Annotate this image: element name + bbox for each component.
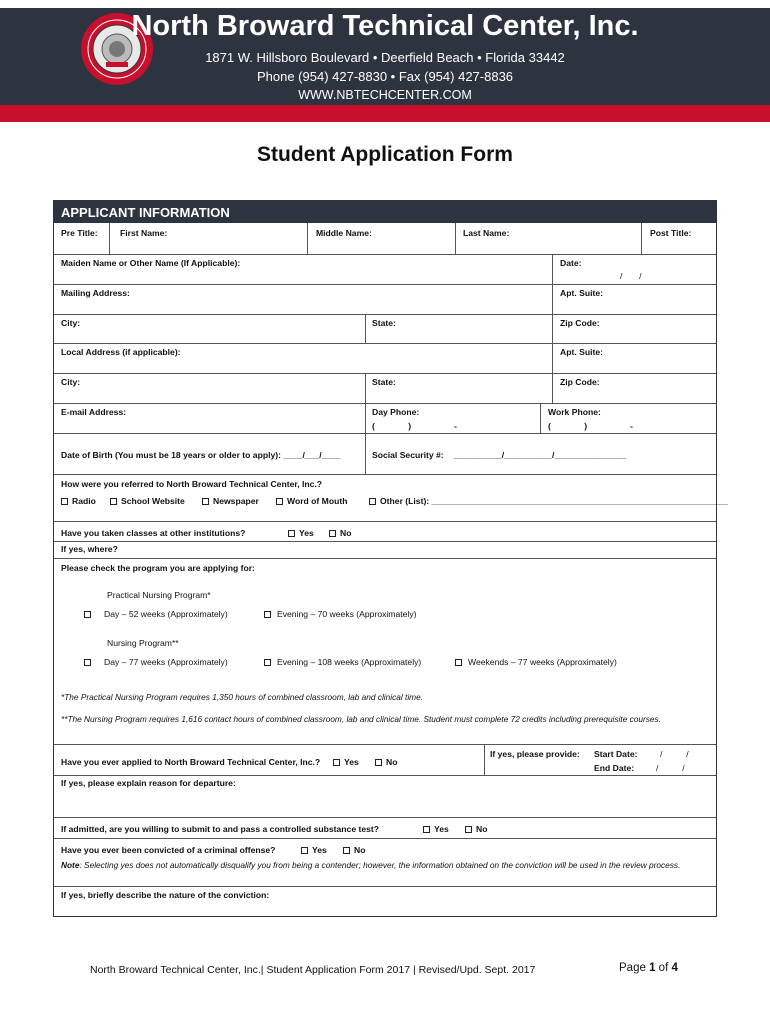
local-address-label: Local Address (if applicable): xyxy=(61,347,181,357)
maiden-name-label: Maiden Name or Other Name (If Applicable): xyxy=(61,258,241,268)
org-name: North Broward Technical Center, Inc. xyxy=(131,10,639,42)
classes-yes-option[interactable]: Yes xyxy=(288,528,314,538)
application-form xyxy=(53,200,728,917)
checkbox-icon[interactable] xyxy=(288,530,295,537)
divider xyxy=(365,403,366,433)
practical-nursing-title: Practical Nursing Program* xyxy=(107,590,211,600)
divider xyxy=(307,223,308,254)
divider xyxy=(109,223,110,254)
checkbox-icon[interactable] xyxy=(343,847,350,854)
divider xyxy=(540,403,541,433)
drug-test-question: If admitted, are you willing to submit to and pass a controlled substance test? xyxy=(61,824,380,834)
row-line xyxy=(54,521,716,522)
state-label: State: xyxy=(372,318,396,328)
prior-application-question: Have you ever applied to North Broward Technical Center, Inc.? xyxy=(61,757,321,767)
middle-name-label: Middle Name: xyxy=(316,228,372,238)
start-date-label: Start Date: xyxy=(594,749,638,759)
zip-code-label: Zip Code: xyxy=(560,377,600,387)
divider xyxy=(365,433,366,474)
day-phone-label: Day Phone: xyxy=(372,407,420,417)
zip-code-label: Zip Code: xyxy=(560,318,600,328)
classes-no-option[interactable]: No xyxy=(329,528,351,538)
prior-yes-option[interactable]: Yes xyxy=(333,757,359,767)
footer-text: North Broward Technical Center, Inc.| Student Application Form 2017 | Revised/Upd. Sept. 2017 xyxy=(90,964,536,976)
checkbox-icon[interactable] xyxy=(423,826,430,833)
row-line xyxy=(54,886,716,887)
criminal-yes-option[interactable]: Yes xyxy=(301,845,327,855)
post-title-label: Post Title: xyxy=(650,228,692,238)
checkbox-icon[interactable] xyxy=(455,659,462,666)
page-number: Page 1 of 4 xyxy=(619,962,678,974)
checkbox-icon[interactable] xyxy=(333,759,340,766)
apt-suite-label: Apt. Suite: xyxy=(560,288,603,298)
divider xyxy=(365,373,366,403)
divider xyxy=(455,223,456,254)
mailing-address-label: Mailing Address: xyxy=(61,288,130,298)
row-line xyxy=(54,254,716,255)
drug-yes-option[interactable]: Yes xyxy=(423,824,449,834)
row-line xyxy=(54,433,716,434)
pre-title-label: Pre Title: xyxy=(61,228,98,238)
work-phone-label: Work Phone: xyxy=(548,407,601,417)
ssn-label: Social Security #: xyxy=(372,450,444,460)
referral-question: How were you referred to North Broward Technical Center, Inc.? xyxy=(61,479,323,489)
day-phone-format: ( ) - xyxy=(372,421,457,431)
page-title: Student Application Form xyxy=(257,143,513,166)
divider xyxy=(641,223,642,254)
program-prompt: Please check the program you are applying for: xyxy=(61,563,255,573)
practical-day-option[interactable]: Day – 52 weeks (Approximately) xyxy=(84,609,228,619)
referral-option-radio[interactable]: Radio xyxy=(61,496,96,506)
date-slashes: / / xyxy=(620,271,642,281)
referral-option-newspaper[interactable]: Newspaper xyxy=(202,496,259,506)
divider xyxy=(552,343,553,373)
date-label: Date: xyxy=(560,258,582,268)
criminal-question: Have you ever been convicted of a criminal offense? xyxy=(61,845,276,855)
org-address: 1871 W. Hillsboro Boulevard • Deerfield Beach • Florida 33442 xyxy=(205,50,565,65)
state-label: State: xyxy=(372,377,396,387)
divider xyxy=(552,254,553,284)
checkbox-icon[interactable] xyxy=(110,498,117,505)
prior-provide-label: If yes, please provide: xyxy=(490,749,580,759)
row-line xyxy=(54,817,716,818)
row-line xyxy=(54,403,716,404)
start-date-slashes: / / xyxy=(660,749,689,759)
divider xyxy=(552,284,553,314)
checkbox-icon[interactable] xyxy=(369,498,376,505)
other-classes-question: Have you taken classes at other institutions? xyxy=(61,528,246,538)
practical-program-note: *The Practical Nursing Program requires 1,350 hours of combined classroom, lab and clinical time. xyxy=(61,692,424,702)
row-line xyxy=(54,474,716,475)
practical-evening-option[interactable]: Evening – 70 weeks (Approximately) xyxy=(264,609,416,619)
row-line xyxy=(54,744,716,745)
referral-option-other[interactable]: Other (List): ______________________________________________________________ xyxy=(369,496,728,506)
dob-label: Date of Birth (You must be 18 years or older to apply): ____/___/____ xyxy=(61,450,341,460)
row-line xyxy=(54,343,716,344)
row-line xyxy=(54,775,716,776)
checkbox-icon[interactable] xyxy=(375,759,382,766)
checkbox-icon[interactable] xyxy=(465,826,472,833)
nursing-program-note: **The Nursing Program requires 1,616 contact hours of combined classroom, lab and clinical time. Student must complete 72 credits including prerequisite courses. xyxy=(61,714,661,724)
departure-reason-label: If yes, please explain reason for departure: xyxy=(61,778,236,788)
end-date-label: End Date: xyxy=(594,763,635,773)
checkbox-icon[interactable] xyxy=(264,659,271,666)
checkbox-icon[interactable] xyxy=(329,530,336,537)
referral-option-word-of-mouth[interactable]: Word of Mouth xyxy=(276,496,347,506)
ssn-blank: __________/__________/_______________ xyxy=(454,450,627,460)
checkbox-icon[interactable] xyxy=(84,659,91,666)
criminal-no-option[interactable]: No xyxy=(343,845,365,855)
last-name-label: Last Name: xyxy=(463,228,510,238)
checkbox-icon[interactable] xyxy=(84,611,91,618)
checkbox-icon[interactable] xyxy=(276,498,283,505)
row-line xyxy=(54,838,716,839)
apt-suite-label: Apt. Suite: xyxy=(560,347,603,357)
org-website[interactable]: WWW.NBTECHCENTER.COM xyxy=(298,88,472,102)
prior-no-option[interactable]: No xyxy=(375,757,397,767)
referral-option-school-website[interactable]: School Website xyxy=(110,496,185,506)
checkbox-icon[interactable] xyxy=(202,498,209,505)
conviction-description-label: If yes, briefly describe the nature of the conviction: xyxy=(61,890,270,900)
city-label: City: xyxy=(61,318,81,328)
accent-band xyxy=(0,105,770,122)
row-line xyxy=(54,558,716,559)
divider xyxy=(552,314,553,343)
classes-where-label: If yes, where? xyxy=(61,544,118,554)
divider xyxy=(552,373,553,403)
checkbox-icon[interactable] xyxy=(264,611,271,618)
checkbox-icon[interactable] xyxy=(61,498,68,505)
row-line xyxy=(54,284,716,285)
email-label: E-mail Address: xyxy=(61,407,127,417)
nursing-weekends-option[interactable]: Weekends – 77 weeks (Approximately) xyxy=(455,657,617,667)
criminal-note: Note: Selecting yes does not automatically disqualify you from being a contender; however, the information obtained on the conviction will be used in the review process. xyxy=(61,860,681,870)
checkbox-icon[interactable] xyxy=(301,847,308,854)
row-line xyxy=(54,541,716,542)
nursing-day-option[interactable]: Day – 77 weeks (Approximately) xyxy=(84,657,228,667)
work-phone-format: ( ) - xyxy=(548,421,633,431)
divider xyxy=(365,314,366,343)
drug-no-option[interactable]: No xyxy=(465,824,487,834)
city-label: City: xyxy=(61,377,81,387)
nursing-title: Nursing Program** xyxy=(107,638,179,648)
first-name-label: First Name: xyxy=(120,228,168,238)
end-date-slashes: / / xyxy=(656,763,685,773)
row-line xyxy=(54,373,716,374)
divider xyxy=(484,744,485,775)
row-line xyxy=(54,314,716,315)
org-phone-fax: Phone (954) 427-8830 • Fax (954) 427-8836 xyxy=(256,69,514,84)
section-header: APPLICANT INFORMATION xyxy=(54,201,716,223)
nursing-evening-option[interactable]: Evening – 108 weeks (Approximately) xyxy=(264,657,421,667)
